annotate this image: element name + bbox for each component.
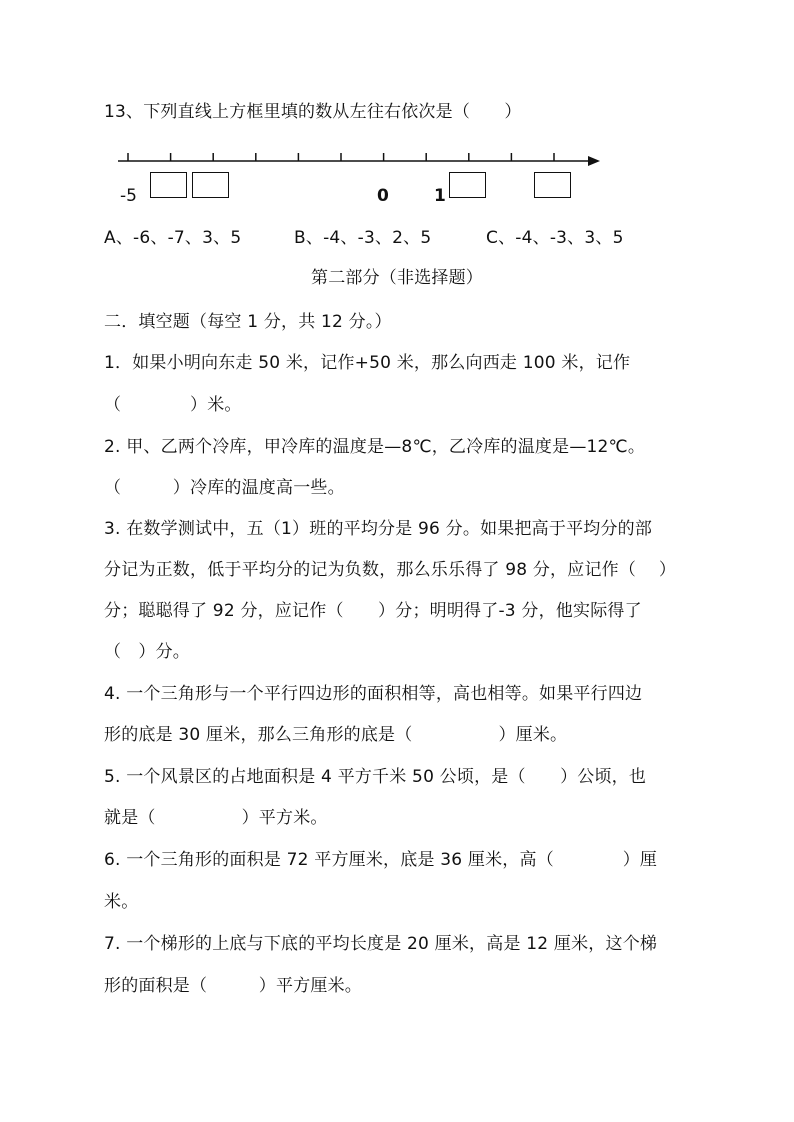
tick-label-neg5: -5 — [120, 186, 137, 206]
q5-line-2: 就是（ ）平方米。 — [104, 808, 328, 828]
answer-box-4[interactable] — [534, 172, 571, 198]
section-title: 第二部分（非选择题） — [311, 268, 483, 288]
q1-line-2: （ ）米。 — [104, 395, 242, 415]
q13-option-c: C、-4、-3、3、5 — [486, 228, 624, 248]
tick-label-0: 0 — [377, 186, 389, 206]
q6-line-2: 米。 — [104, 892, 139, 912]
answer-box-2[interactable] — [192, 172, 229, 198]
part2-heading: 二．填空题（每空 1 分，共 12 分。） — [104, 312, 392, 332]
q4-line-1: 4. 一个三角形与一个平行四边形的面积相等，高也相等。如果平行四边 — [104, 684, 643, 704]
q3-line-1: 3. 在数学测试中，五（1）班的平均分是 96 分。如果把高于平均分的部 — [104, 519, 653, 539]
number-line-ticks — [128, 153, 554, 161]
q6-line-1: 6. 一个三角形的面积是 72 平方厘米，底是 36 厘米，高（ ）厘 — [104, 850, 658, 870]
q7-line-1: 7. 一个梯形的上底与下底的平均长度是 20 厘米，高是 12 厘米，这个梯 — [104, 934, 658, 954]
q13-option-b: B、-4、-3、2、5 — [294, 228, 432, 248]
q2-line-1: 2. 甲、乙两个冷库，甲冷库的温度是—8℃，乙冷库的温度是—12℃。 — [104, 437, 646, 457]
answer-box-3[interactable] — [449, 172, 486, 198]
q3-line-4: （ ）分。 — [104, 642, 190, 662]
q2-line-2: （ ）冷库的温度高一些。 — [104, 478, 345, 498]
q13-stem: 13、下列直线上方框里填的数从左往右依次是（ ） — [104, 102, 522, 122]
q3-line-2: 分记为正数，低于平均分的记为负数，那么乐乐得了 98 分，应记作（ ） — [104, 560, 677, 580]
q7-line-2: 形的面积是（ ）平方厘米。 — [104, 976, 362, 996]
q4-line-2: 形的底是 30 厘米，那么三角形的底是（ ）厘米。 — [104, 725, 568, 745]
number-line-arrow — [588, 156, 600, 166]
q3-line-3: 分；聪聪得了 92 分，应记作（ ）分；明明得了-3 分，他实际得了 — [104, 601, 642, 621]
q5-line-1: 5. 一个风景区的占地面积是 4 平方千米 50 公顷，是（ ）公顷，也 — [104, 767, 647, 787]
tick-label-1: 1 — [434, 186, 446, 206]
q1-line-1: 1．如果小明向东走 50 米，记作+50 米，那么向西走 100 米，记作 — [104, 353, 631, 373]
answer-box-1[interactable] — [150, 172, 187, 198]
q13-option-a: A、-6、-7、3、5 — [104, 228, 242, 248]
